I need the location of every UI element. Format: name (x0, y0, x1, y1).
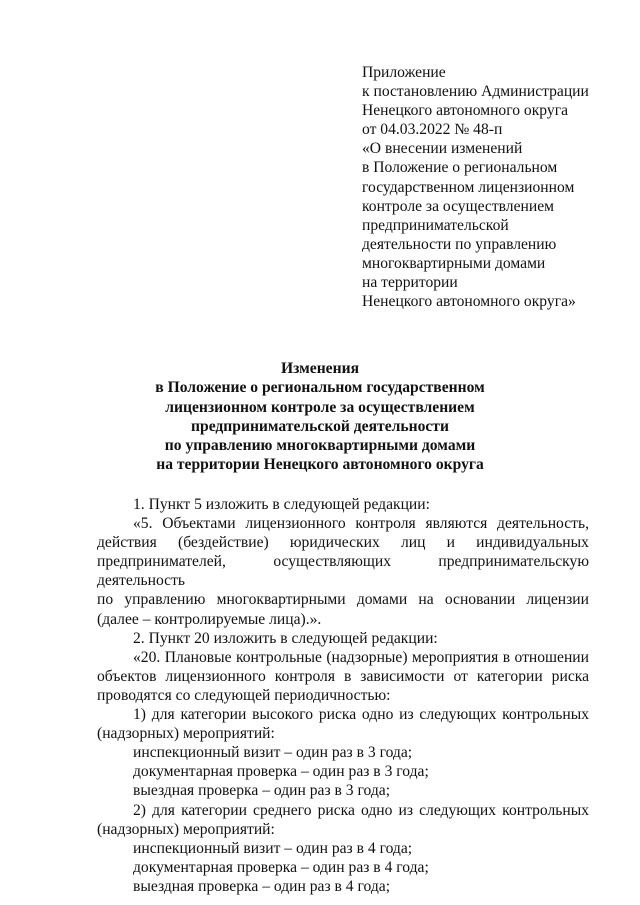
word: действия (97, 534, 157, 552)
word: и (446, 534, 455, 552)
item-1-quote-line: (далее – контролируемые лица).». (97, 610, 322, 628)
annex-line: в Положение о региональном (362, 159, 558, 177)
title-line: в Положение о региональном государственном (155, 379, 485, 397)
sub-item-1-line: инспекционный визит – один раз в 3 года; (133, 744, 413, 762)
word: лиц (400, 534, 426, 552)
annex-line: Ненецкого автономного округа (362, 102, 569, 120)
document-body (97, 495, 589, 896)
annex-line: Приложение (362, 64, 446, 81)
word: юридических (289, 534, 380, 552)
title-line: на территории Ненецкого автономного округа (156, 456, 484, 474)
sub-item-2-line: документарная проверка – один раз в 4 года; (133, 858, 429, 876)
sub-item-2-line: инспекционный визит – один раз в 4 года; (133, 839, 413, 857)
sub-item-2-line: выездная проверка – один раз в 4 года; (133, 877, 391, 895)
item-1-heading: 1. Пункт 5 изложить в следующей редакции: (133, 496, 430, 513)
sub-item-1-line: выездная проверка – один раз в 3 года; (133, 782, 391, 800)
item-1-quote-line: предпринимателей, осуществляющих предпринимательскую деятельность (97, 553, 589, 590)
annex-line: на территории (362, 274, 458, 292)
title-line: предпринимательской деятельности (191, 417, 449, 435)
annex-line: контроле за осуществлением (362, 197, 554, 215)
annex-line: многоквартирными домами (362, 254, 546, 272)
sub-item-1: 1) для категории высокого риска одно из следующих контрольных (надзорных) мероприятий: (97, 706, 589, 743)
annex-line: к постановлению Администрации (362, 83, 589, 101)
title-line: по управлению многоквартирными домами (164, 437, 476, 455)
item-1-quote-line: по управлению многоквартирными домами на основании лицензии (97, 591, 589, 609)
annex-note (362, 63, 632, 311)
title-line: Изменения (280, 360, 360, 377)
sub-item-1-line: документарная проверка – один раз в 3 года; (133, 763, 429, 781)
word: (бездействие) (178, 534, 269, 552)
annex-line: «О внесении изменений (362, 140, 523, 158)
title-line: лицензионном контроле за осуществлением (165, 398, 475, 416)
annex-line: государственном лицензионном (362, 178, 575, 196)
sub-item-2: 2) для категории среднего риска одно из следующих контрольных (надзорных) мероприятий: (97, 801, 589, 838)
item-2-quote: «20. Плановые контрольные (надзорные) мероприятия в отношении объектов лицензионного контроля в зависимости от категории риска проводятся со следующей периодичностью: (97, 648, 589, 704)
item-1-quote-justified-row (97, 533, 589, 552)
item-1-quote-line: «5. Объектами лицензионного контроля являются деятельность, (133, 515, 589, 533)
annex-line: предпринимательской (362, 216, 509, 234)
annex-line: деятельности по управлению (362, 235, 557, 253)
document-title (60, 359, 580, 475)
item-2-heading: 2. Пункт 20 изложить в следующей редакции: (133, 629, 438, 647)
annex-line: Ненецкого автономного округа» (362, 293, 576, 311)
word: индивидуальных (476, 534, 589, 552)
annex-line: от 04.03.2022 № 48-п (362, 121, 503, 139)
